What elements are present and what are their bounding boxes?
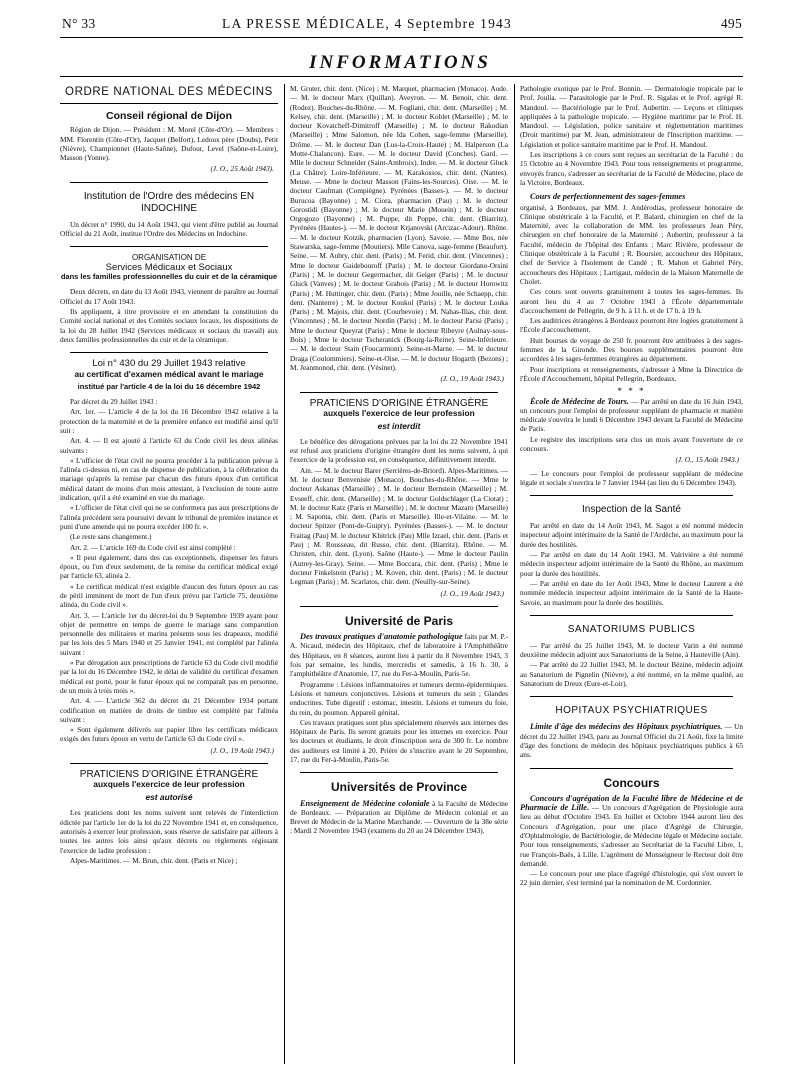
praticiens-para: Alpes-Maritimes. — M. Brun, chir. dent. (Paris et Nice) ; bbox=[70, 855, 238, 865]
loi-para: Art. 3. — L'article 1er du décret-loi du 9 Septembre 1939 ayant pour objet de permettre en temps de guerre le mariage sans comparution personnelle des militaires et marins présents sous les drapeaux, modifié par les lois des 5 Mars 1940 et 25 Janvier 1941, est complété par l'alinéa suivant : bbox=[60, 610, 278, 657]
loi-source: (J. O., 19 Août 1943.) bbox=[210, 745, 274, 755]
inspection-para: — Par arrêté en date du 14 Août 1943, M. Valrivière a été nommé médecin inspecteur adjoint intérimaire de la Santé du Rhône, au maximum pour la durée des hostilités. bbox=[520, 550, 743, 578]
section-title-concours: Concours bbox=[603, 775, 660, 790]
inline-heading: Limite d'âge des médecins des Hôpitaux psychiatriques. bbox=[530, 722, 723, 732]
section-title-organisation: ORGANISATION DE bbox=[131, 253, 207, 263]
section-rule bbox=[530, 615, 733, 616]
tours-source: (J. O., 15 Août 1943.) bbox=[675, 455, 739, 465]
tours-para: Le registre des inscriptions sera clos un mois avant l'ouverture de ce concours. bbox=[520, 434, 743, 453]
journal-title-date: LA PRESSE MÉDICALE, 4 Septembre 1943 bbox=[222, 16, 512, 31]
tours-para: — Le concours pour l'emploi de professeur suppléant de médecine légale et sociale s'ouvrira le 7 Janvier 1944 (au lieu du 6 Décembre 1943). bbox=[520, 468, 743, 487]
section-title-sanatoriums: SANATORIUMS PUBLICS bbox=[567, 623, 696, 635]
bordeaux-course-list: Pathologie exotique par le Prof. Bonnin. — Dermatologie tropicale par le Prof. Joulia. — Parasitologie par le Prof. R. Sigalas et le Prof. agrégé R. Mandoul. — Bactériologie par le Prof. Aubertin. — Leçons et cliniques appliquées à la pathologie tropicale. — Hygiène maritime par le Prof. H. Mandoul. — Législation, police sanitaire et réglementation maritimes (Droit maritime) par M. Jean, administrateur de l'Inscription maritime. — Législation et police sanitaire maritime par le Prof. H. Mandoul. bbox=[520, 84, 743, 149]
section-title-certificat: au certificat d'examen médical avant le mariage bbox=[74, 368, 264, 379]
concours-para: — Le concours pour une place d'agrégé d'histologie, qui s'est ouvert le 22 juin dernier, s'est terminé par la nomination de M. Cordonnier. bbox=[520, 869, 743, 888]
interdits-list: Ain. — M. le docteur Barer (Serrières-de-Briord). Alpes-Maritimes. — M. le docteur Benveniste (Monaco). Bouches-du-Rhône. — Mme le docteur Askanas (Marseille) ; M. le docteur Bernstein (Marseille) ; M. Evseeff, chir. dent. (Marseille) ; M. le docteur Goldschlager (La Ciotat) ; M. le docteur Katz (Paris et Marseille) ; M. le docteur Mazaro (Marseille) ; M. Saponta, chir. dent. (Paris et Marseille). Ille-et-Vilaine. — M. le docteur Spitzer (Pont-de-Guipry). Pyrénées (Basses-). — M. le docteur Fraitag (Pau) M. le docteur Khitrick (Pau) Mlle Izrael, chir. dent. (Paris et Pau) ; M. Rousseau, dit Russo, chir. dent. (Biarritz). Rhône. — M. Christen, chir. dent. (Lyon). Saône (Haute-). — Mme le docteur Paulin (Autrey-les-Gray). Seine. — Mme Boccara, chir. dent. (Paris) ; Mme le docteur Finkelstein (Paris) ; M. Koven, chir. dent. (Paris) ; M. le docteur Legman (Paris) ; M. Scarlatos, chir. dent. (Neuilly-sur-Seine). bbox=[290, 465, 508, 587]
sanatoriums-para: — Par arrêté du 25 Juillet 1943, M. le docteur Varin a été nommé deuxième médecin adjoint aux Sanatoriums de la Seine, à Hauteville (Ain). bbox=[520, 640, 743, 660]
header-rule bbox=[60, 37, 743, 38]
section-title-services: Services Médicaux et Sociaux bbox=[105, 261, 233, 273]
inline-heading: École de Médecine de Tours. bbox=[530, 396, 629, 406]
section-subtitle-praticiens: auxquels l'exercice de leur profession bbox=[323, 407, 475, 418]
section-rule bbox=[60, 103, 278, 104]
section-rule bbox=[530, 696, 733, 697]
inline-heading: Des travaux pratiques d'anatomie pathologique bbox=[300, 632, 463, 642]
inspection-para: — Par arrêté en date du 1er Août 1943, Mme le docteur Laurent a été nommée médecin inspecteur adjoint intérimaire de la Santé de la Haute-Savoie, au maximum pour la durée des hostilités. bbox=[520, 578, 743, 607]
subsection-title-dijon: Conseil régional de Dijon bbox=[105, 110, 232, 123]
section-rule bbox=[300, 772, 498, 773]
section-title-praticiens-interdits: PRATICIENS D'ORIGINE ÉTRANGÈRE bbox=[309, 397, 489, 409]
section-rule bbox=[300, 606, 498, 607]
section-title-praticiens-autorises: PRATICIENS D'ORIGINE ÉTRANGÈRE bbox=[79, 769, 259, 781]
section-rule bbox=[70, 246, 268, 247]
interdits-source: (J. O., 19 Août 1943.) bbox=[440, 588, 504, 598]
section-rule bbox=[70, 182, 268, 183]
tours-para: — Par arrêté en date du 16 Juin 1943, un concours pour l'emploi de professeur suppléant de pharmacie et matière médicale s'ouvrira le lundi 6 Décembre 1943 devant la Faculté de Médecine de Paris. bbox=[520, 396, 743, 434]
interdits-para: Le bénéfice des dérogations prévues par la loi du 22 Novembre 1941 est refusé aux praticiens d'origine étrangère dont les noms suivent, à qui l'exercice de la profession est, en conséquence, définitivement interdit. bbox=[290, 436, 508, 465]
organisation-para: Deux décrets, en date du 13 Août 1943, viennent de paraître au Journal Officiel du 17 Août 1943. bbox=[60, 287, 278, 306]
column-middle bbox=[290, 84, 508, 1064]
loi-para: « Par dérogation aux prescriptions de l'article 63 du Code civil modifié par la loi du 16 Décembre 1942, le délai de validité du certificat d'examen médical est porté, pour le futur époux qui ne comparaît pas en personne, de un mois à trois mois ». bbox=[60, 658, 278, 695]
bordeaux-inscriptions: Les inscriptions à ce cours sont reçues au secrétariat de la Faculté : du 15 Octobre au 4 Novembre 1943. Pour tous renseignements et programme, envoyés franco, s'adresser au secrétariat de la Faculté de Médecine, place de la Victoire, Bordeaux. bbox=[520, 150, 743, 187]
praticiens-para: Les praticiens dont les noms suivent sont relevés de l'interdiction édictée par l'article 1er de la loi du 22 Novembre 1941 et, en conséquence, autorisés à exercer leur profession, sous réserve de satisfaire par ailleurs à toutes les autres lois ainsi qu'aux décrets ou règlements régissant l'exercice de ladite profession : bbox=[60, 808, 278, 855]
organisation-para: Ils appliquent, à titre provisoire et en attendant la constitution du Comité social national et des Comités sociaux locaux, les dispositions de la loi du 28 Juillet 1942 (Services médicaux et sociaux du travail) aux deux familles professionnelles du cuir et de la céramique. bbox=[60, 307, 278, 344]
loi-para: Art. 1er. — L'article 4 de la loi du 16 Décembre 1942 relative à la protection de la maternité et de la première enfance est modifié ainsi qu'il suit : bbox=[60, 407, 278, 435]
section-subtitle-cuir: dans les familles professionnelles du cuir et de la céramique bbox=[60, 271, 278, 281]
loi-para: « Le certificat médical n'est exigible d'aucun des futurs époux au cas de péril imminent de mort de l'un d'eux prévu par l'article 75, deuxième alinéa, du Code civil ». bbox=[60, 581, 278, 610]
paris-para: Programme : Lésions inflammatoires et tumeurs dermo-épidermiques. Lésions et tumeurs conjonctives. Lésions et tumeurs du sein ; Glandes endocrines. Tube digestif : estomac, intestin. Lésions et tumeurs du foie, du rein, du poumon. Appareil génital. bbox=[290, 679, 508, 717]
page-number: 495 bbox=[720, 16, 742, 31]
section-title-indochine: Institution de l'Ordre des médecins EN INDOCHINE bbox=[83, 190, 255, 214]
section-title-universites-province: Universités de Province bbox=[330, 780, 468, 795]
loi-para: « Il peut également, dans des cas exceptionnels, dispenser les futurs époux, ou l'un d'eux seulement, de la remise du certificat médical exigé par l'article 63, alinéa 2. bbox=[60, 552, 278, 581]
province-para: à la Faculté de Médecine de Bordeaux. — Préparation au Diplôme de Médecin colonial et au Brevet de Médecin de la Marine Marchande. — Ouverture de la 38e série : Mardi 2 Novembre 1943 (examens du 20 au 24 Décembre 1943). bbox=[290, 798, 508, 836]
concours-para: — Un concours d'Agrégation de Physiologie aura lieu au début d'Octobre 1943. En Juillet et Octobre 1944 auront lieu des Concours d'Agrégation, pour une place d'Agrégé de Chirurgie, d'Ophtalmologie, de Bactériologie, de Médecine légale et Médecine sociale. Pour tous renseignements, s'adresser au Secrétariat de la Faculté Libre, 1, rue François-Baës, à Lille. L'agrément de Monseigneur le Recteur doit être demandé. bbox=[520, 803, 743, 868]
section-title-loi: Loi n° 430 du 29 Juillet 1943 relative bbox=[92, 358, 246, 370]
loi-para: « Sont également délivrés sur papier libre les certificats médicaux exigés des futurs époux en vertu de l'article 63 du Code civil ». bbox=[60, 725, 278, 744]
loi-para: Art. 2. — L'article 169 du Code civil est ainsi complété : bbox=[70, 542, 236, 552]
paris-para: Ces travaux pratiques sont plus spécialement réservés aux internes des Hôpitaux de Paris. Ils seront gratuits pour les internes en exercice. Pour les docteurs et étudiants, le droit d'inscription sera de 300 fr. Le nombre des auditeurs est limité à 20. Prière de s'inscrire avant le 20 Septembre, 17, rue du Fer-à-Moulin, Paris-5e. bbox=[290, 717, 508, 764]
section-rule bbox=[300, 392, 498, 393]
inline-heading: Cours de perfectionnement des sages-femmes bbox=[530, 192, 686, 202]
section-subtitle-loi: institué par l'article 4 de la loi du 16 décembre 1942 bbox=[77, 381, 261, 391]
loi-para: Par décret du 29 Juillet 1943 : bbox=[70, 397, 158, 407]
section-subtitle-autorise: est autorisé bbox=[145, 792, 193, 803]
inline-heading: Concours d'agrégation de la Faculté libre de Médecine et de Pharmacie de Lille. bbox=[520, 793, 743, 813]
title-rule bbox=[60, 76, 743, 77]
section-subtitle-interdit: est interdit bbox=[377, 420, 421, 431]
paris-para: faits par M. P.-A. Nicaud, médecin des Hôpitaux, chef de laboratoire à l'Amphithéâtre des Hôpitaux, en 8 séances, auront lieu à partir du 8 Novembre 1943, 3 fois par semaine, les lundis, mercredis et samedis, à 16 h. 30, à l'amphithéâtre d'Anatomie, 17, rue du Fer-à-Moulin, Paris-5e. bbox=[290, 632, 508, 679]
loi-para: Art. 4. — L'article 362 du décret du 21 Décembre 1934 portant codification en matière de droits de timbre est complété par l'alinéa suivant : bbox=[60, 696, 278, 724]
section-stars: * * * bbox=[617, 386, 646, 397]
loi-para: « L'officier de l'état civil qui ne se conformera pas aux prescriptions de l'alinéa précédent sera poursuivi devant le tribunal de première instance et puni d'une amende qui ne pourra excéder 100 fr. ». bbox=[60, 503, 278, 531]
column-divider bbox=[284, 84, 285, 1064]
loi-para: « L'officier de l'état civil ne pourra procéder à la publication prévue à l'alinéa ci-dessus ni, en cas de dispense de publication, à la célébration du mariage qu'après la remise par chacun des futurs époux d'un certificat médical datant de moins d'un mois attestant, à l'exclusion de toute autre indication, qu'il a été examiné en vue du mariage. bbox=[60, 455, 278, 503]
section-subtitle-praticiens: auxquels l'exercice de leur profession bbox=[93, 779, 245, 790]
page-title: INFORMATIONS bbox=[309, 52, 491, 73]
section-rule bbox=[530, 495, 733, 496]
section-rule bbox=[530, 768, 733, 769]
column-left bbox=[60, 84, 278, 1064]
column-right bbox=[520, 84, 743, 1064]
running-header bbox=[62, 16, 742, 36]
sages-femmes-para: Pour inscriptions et renseignements, s'adresser à Mme la Directrice de l'École d'Accouchement, hôpital Pellegrin, Bordeaux. bbox=[520, 364, 743, 383]
praticiens-source: (J. O., 19 Août 1943.) bbox=[440, 374, 504, 384]
dijon-source: (J. O., 25 Août 1943). bbox=[210, 164, 274, 174]
indochine-body: Un décret n° 1990, du 14 Août 1943, qui vient d'être publié au Journal Officiel du 21 Août, institue l'Ordre des Médecins en Indochine. bbox=[60, 219, 278, 239]
section-title-ordre: ORDRE NATIONAL DES MÉDECINS bbox=[65, 86, 273, 98]
sages-femmes-para: Ces cours sont ouverts gratuitement à toutes les sages-femmes. Ils auront lieu du 4 au 7 Octobre 1943 à l'École départementale d'accouchement de Pellegrin, de 9 h. à 11 h. et de 17 h. à 19 h. bbox=[520, 287, 743, 315]
section-title-universite-paris: Université de Paris bbox=[344, 613, 454, 628]
issue-number: N° 33 bbox=[62, 16, 96, 31]
section-title-hopitaux: HOPITAUX PSYCHIATRIQUES bbox=[555, 705, 708, 717]
loi-para: Art. 4. — Il est ajouté à l'article 63 du Code civil les deux alinéas suivants : bbox=[60, 436, 278, 455]
inline-heading: Enseignement de Médecine coloniale bbox=[300, 798, 430, 808]
column-divider bbox=[514, 84, 515, 1064]
section-rule bbox=[70, 763, 268, 764]
section-title-inspection: Inspection de la Santé bbox=[582, 504, 681, 516]
praticiens-list: M. Gruter, chir. dent. (Nice) ; M. Marquet, pharmacien (Monaco). Aude. — M. le docteur Marx (Quillan). Aveyron. — M. Benoit, chir. dent. (Rodez). Bouches-du-Rhône. — M. Fogliani, chir. dent. (Marseille) ; M. Kelsey, chir. dent. (Marseille) ; M. le docteur Koblet (Marseille) ; M. le docteur Kovatcheff-Dimitroff (Marseille) ; M. le docteur Rakodian (Marseille) ; Mme Salomon, née Ida Cohen, sage-femme (Marseille). Drôme. — M. le docteur Dan (Lus-la-Croix-Haute) ; M. Halperson (La Motte-Chalancon). Eure. — M. le docteur David (Conches). Gard. — Mlle le docteur Schneider (Saint-Ambroix). Indre. — M. le docteur Gluck (La Châtre). Loire-Inférieure. — M. Karakossos, chir. dent. (Nantes). Meuse. — Mme le docteur Masson (Fains-les-Sources). Oise. — M. le docteur Caufman (Compiègne). Pyrénées (Basses-). — M. le docteur Burucoa (Bayonne) ; M. Ciora, pharmacien (Pau) ; M. le docteur Gorostidi (Bayonne) ; M. le docteur Marie (Mouein) ; M. le docteur Orgogozo (Bayonne) ; M. Puppe, dit Poppe, chir. dent. (Biarritz). Pyrénées (Hautes-). — M. le docteur Krjanovski (Arcizac-Adour). Rhône. — M. le docteur Kotzik, pharmacien (Lyon). Savoie. — Mme Bos, née Stawarska, sage-femme (Moutiers). Mlle Canova, sage-femme (Beaufort). Seine. — M. Aubry, chir. dent. (Paris) ; M. Ferid, chir. dent. (Vincennes) ; Mme le docteur Gaidebouroff (Paris) ; M. le docteur Giordano-Orsini (Paris) ; M. le docteur Gegermacher, dit Geiger (Paris) ; M. le docteur Gluck (Vanves) ; M. le docteur Grabois (Paris) ; M. le docteur Horowitz (Paris) ; M. Huttinger, chir. dent. (Paris) ; Mme Jouille, née Schaepp, chir. dent. (Nanterre) ; M. le docteur Koukol (Paris) ; M. le docteur Louka (Paris) ; M. Majois, chir. dent. (Courbevoie) ; M. Nahas-Ilias, chir. dent. (Vincennes) ; M. le docteur Nordin (Paris) ; M. le docteur Parisi (Paris) ; Mme le docteur Queyrat (Paris) ; Mme le docteur Ribeyre (Aulnay-sous-Bois) ; Mme le docteur Tscheranick (Bourg-la-Reine). Seine-Inférieure. — M. le docteur Stain (Foucarmont). Seine-et-Marne. — M. le docteur Draga (Coulommiers). Seine-et-Oise. — M. le docteur Hogarth (Bezons) ; M. Jeanmonod, chir. dent. (Vésinet). bbox=[290, 84, 508, 372]
dijon-body: Région de Dijon. — Président : M. Morel (Côte-d'Or). — Membres : MM. Florentin (Côte-d'Or), Jacquet (Belfort), Ledoux père (Doubs), Petit (Nièvre), Championnet (Haute-Saône), Dufour, Level (Saône-et-Loire), Masson (Yonne). bbox=[60, 125, 278, 163]
sanatoriums-para: — Par arrêté du 22 Juillet 1943, M. le docteur Bézine, médecin adjoint au Sanatorium de Pignelin (Nièvre), a été nommé, en la même qualité, au Sanatorium de Dreux (Eure-et-Loir). bbox=[520, 660, 743, 689]
hopitaux-para: — Un décret du 22 Juillet 1943, paru au Journal Officiel du 21 Août, fixe la limite d'âge des fonctions de médecin des hôpitaux psychiatriques publics à 65 ans. bbox=[520, 722, 743, 760]
inspection-para: Par arrêté en date du 14 Août 1943, M. Sagot a été nommé médecin inspecteur adjoint intérimaire de la Santé de l'Ardèche, au maximum pour la durée des hostilités. bbox=[520, 521, 743, 549]
loi-para: (Le reste sans changement.) bbox=[70, 532, 152, 542]
section-rule bbox=[70, 352, 268, 353]
sages-femmes-para: Les auditrices étrangères à Bordeaux pourront être logées gratuitement à l'École d'accouchement. bbox=[520, 316, 743, 335]
sages-femmes-para: organisé, à Bordeaux, par MM. J. Andérodias, professeur honoraire de Clinique obstétricale à la Faculté, et P. Balard, chirurgien en chef de la Maternité, avec la collaboration de MM. les professeurs Jean Péry, chirurgien en chef honoraire de la Maternité ; Aubertin, professeur à la Faculté, médecin de l'hôpital des Enfants ; Marc Rivière, professeur de Clinique obstétricale à la Faculté ; R. Boursier, accoucheur des Hôpitaux, chef de Service à l'Isolement de Candé ; R. Mahon et Gabriel Péry, accoucheurs des Hôpitaux ; Lartigaut, médecin de la Maison Maternelle de Cholet. bbox=[520, 202, 743, 286]
sages-femmes-para: Huit bourses de voyage de 250 fr. pourront être attribuées à des sages-femmes de la Gironde. Des bourses supplémentaires pourront être accordées à les sages-femmes étrangères au département. bbox=[520, 335, 743, 364]
